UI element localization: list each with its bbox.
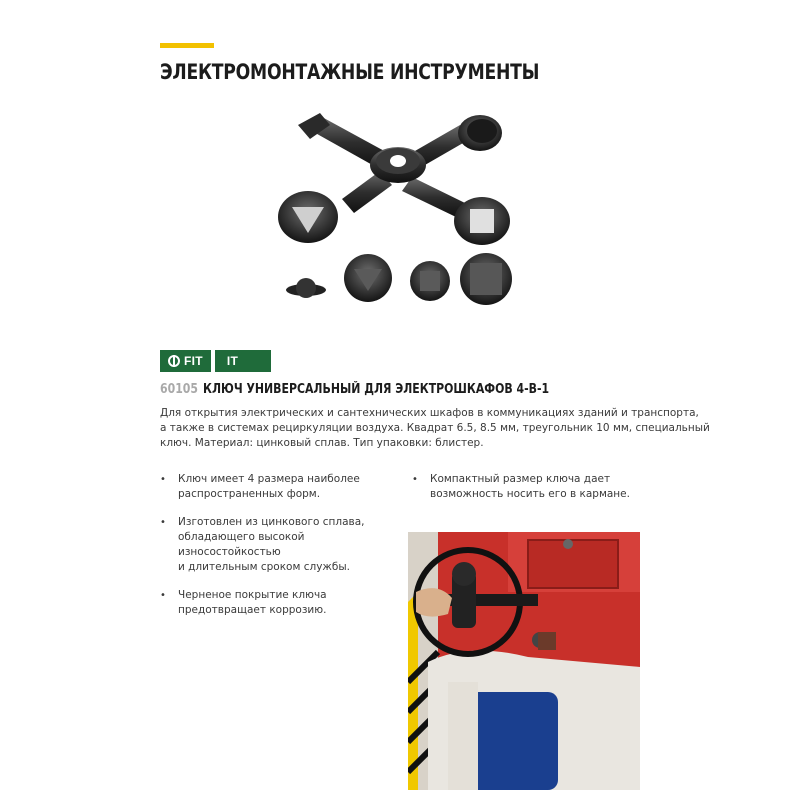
product-heading	[160, 382, 549, 397]
features-list-left	[160, 472, 400, 631]
feature-text: Черненое покрытие ключа предотвращает коррозию.	[178, 589, 327, 616]
key-in-cabinet-photo	[408, 532, 640, 790]
feature-text: Компактный размер ключа дает возможность носить его в кармане.	[430, 473, 630, 500]
brand-line-badge: IT	[215, 350, 271, 372]
description-line: а также в системах рециркуляции воздуха. Квадрат 6.5, 8.5 мм, треугольник 10 мм, специальный	[160, 422, 710, 434]
section-title: ЭЛЕКТРОМОНТАЖНЫЕ ИНСТРУМЕНТЫ	[160, 60, 540, 84]
brand-logo-text: FIT	[184, 354, 203, 368]
small-square-tip-icon	[410, 261, 450, 301]
feature-text: Изготовлен из цинкового сплава, обладающего высокой износостойкостью и длительным сроком службы.	[178, 516, 365, 573]
product-code: 60105	[160, 382, 198, 397]
feature-item	[160, 515, 400, 575]
wing-tip-icon	[286, 278, 326, 298]
description-line: ключ. Материал: цинковый сплав. Тип упаковки: блистер.	[160, 437, 484, 449]
description-line: Для открытия электрических и сантехнических шкафов в коммуникациях зданий и транспорта,	[160, 407, 699, 419]
cross-key-product-icon	[270, 95, 530, 315]
fit-logo-icon	[168, 355, 180, 367]
feature-item	[160, 588, 400, 618]
bullet-icon: •	[160, 474, 166, 485]
brand-row	[160, 350, 271, 372]
triangle-tip-icon	[344, 254, 392, 302]
feature-text: Ключ имеет 4 размера наиболее распространенных форм.	[178, 473, 360, 500]
product-name: КЛЮЧ УНИВЕРСАЛЬНЫЙ ДЛЯ ЭЛЕКТРОШКАФОВ 4-В-1	[203, 382, 550, 397]
bullet-icon: •	[160, 590, 166, 601]
brand-logo	[160, 350, 211, 372]
feature-item	[412, 472, 642, 502]
bullet-icon: •	[412, 474, 418, 485]
product-description	[160, 406, 710, 451]
features-list-right	[412, 472, 642, 515]
feature-item	[160, 472, 400, 502]
bullet-icon: •	[160, 517, 166, 528]
large-square-tip-icon	[460, 253, 512, 305]
accent-bar	[160, 43, 214, 48]
